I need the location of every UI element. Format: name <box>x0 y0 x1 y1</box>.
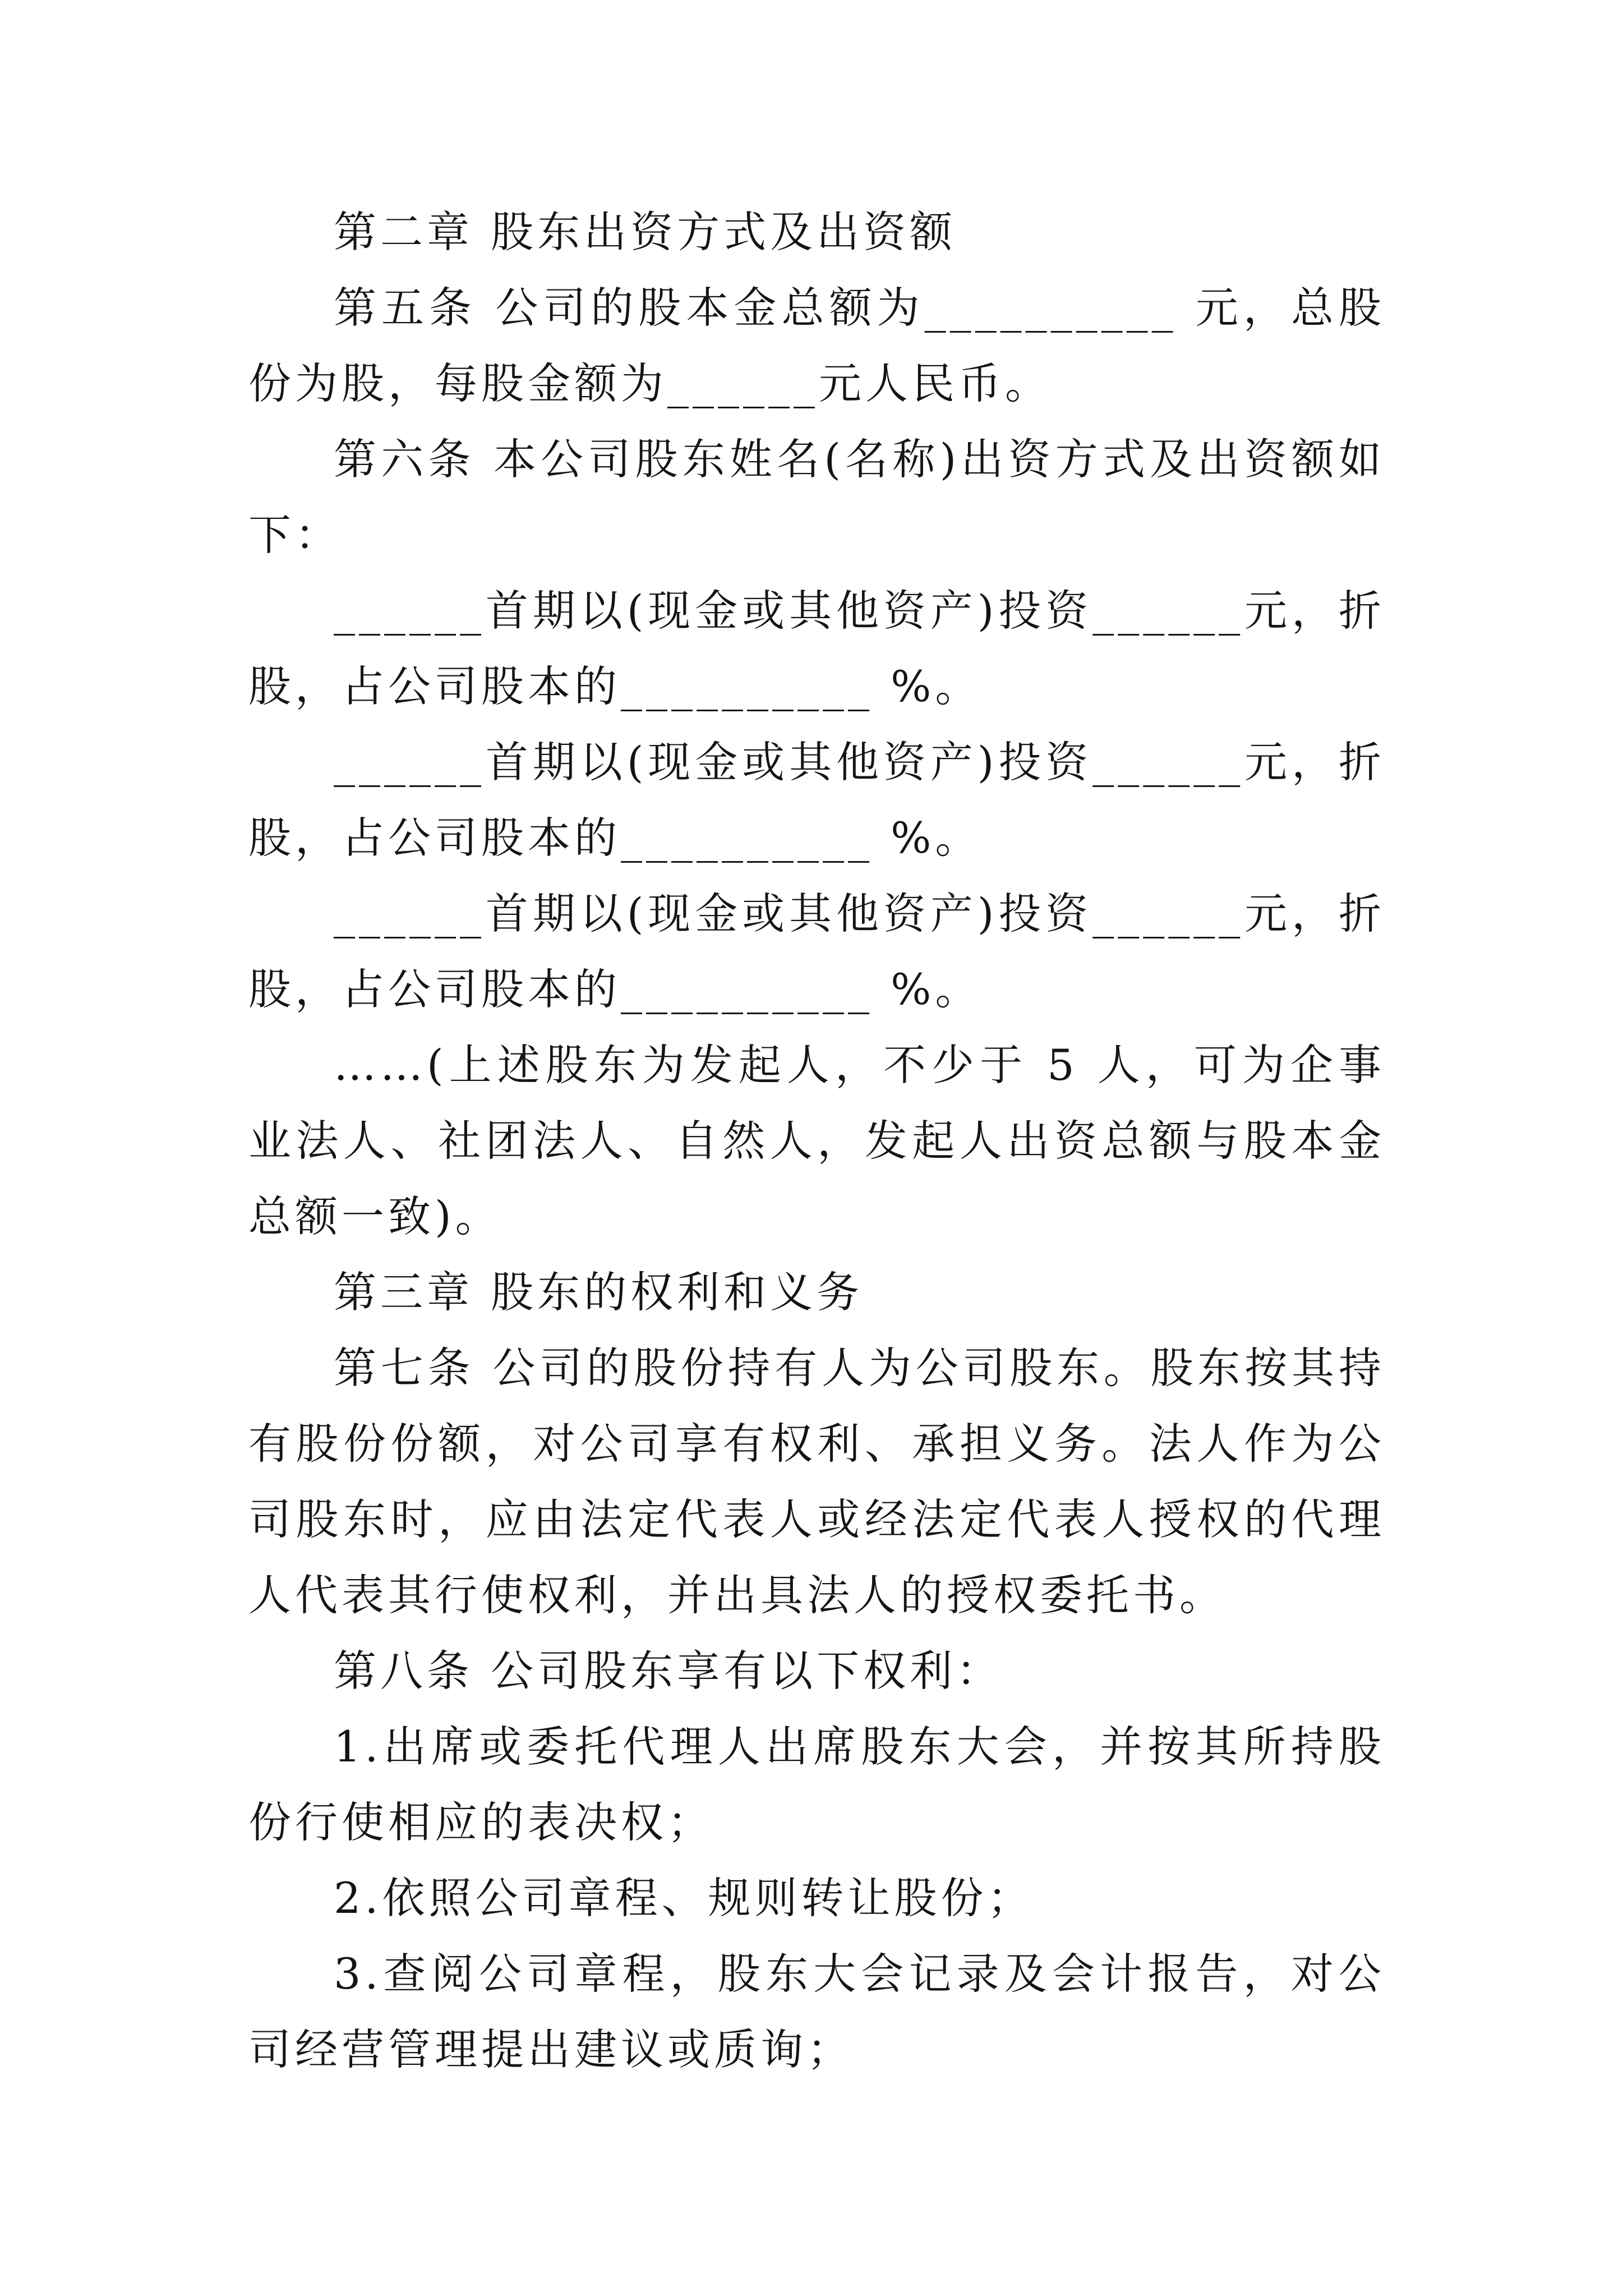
chapter-heading-3: 第三章 股东的权利和义务 <box>334 1267 864 1317</box>
article-7: 第七条 公司的股份持有人为公司股东。股东按其持有股份份额，对公司享有权利、承担义务。法人作为公司股东时，应由法定代表人或经法定代表人授权的代理人代表其行使权利，并出具法人的授权委托书。 <box>248 1343 1385 1620</box>
right-item-3: 3.查阅公司章程，股东大会记录及会计报告，对公司经营管理提出建议或质询； <box>248 1949 1385 2074</box>
document-body <box>248 194 1385 2087</box>
shareholder-entry-1: ______首期以(现金或其他资产)投资______元，折 股，占公司股本的__________ %。 <box>248 586 1385 711</box>
founders-note: ……(上述股东为发起人，不少于 5 人，可为企事业法人、社团法人、自然人，发起人出资总额与股本金总额一致)。 <box>248 1040 1385 1241</box>
right-item-2: 2.依照公司章程、规则转让股份； <box>334 1873 1034 1923</box>
chapter-heading-2: 第二章 股东出资方式及出资额 <box>334 207 957 257</box>
shareholder-entry-2: ______首期以(现金或其他资产)投资______元，折 股，占公司股本的__________ %。 <box>248 737 1385 863</box>
shareholder-entry-3: ______首期以(现金或其他资产)投资______元，折 股，占公司股本的__________ %。 <box>248 889 1385 1014</box>
right-item-1: 1.出席或委托代理人出席股东大会，并按其所持股份行使相应的表决权； <box>248 1722 1385 1847</box>
article-8: 第八条 公司股东享有以下权利： <box>334 1646 1003 1696</box>
article-5: 第五条 公司的股本金总额为__________ 元，总股份为股，每股金额为______元人民币。 <box>248 283 1385 408</box>
article-6: 第六条 本公司股东姓名(名称)出资方式及出资额如下： <box>248 434 1385 560</box>
